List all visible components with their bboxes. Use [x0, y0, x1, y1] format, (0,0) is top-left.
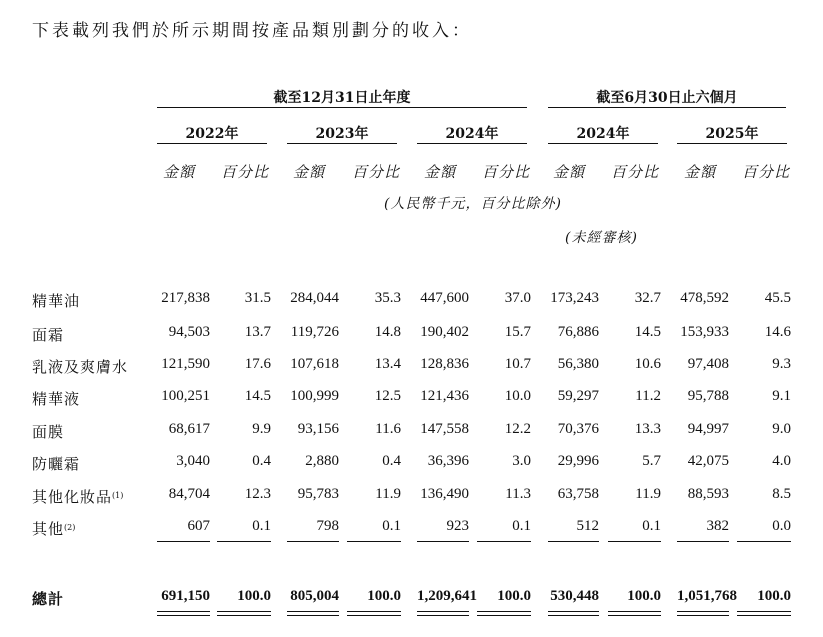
percent-cell: 35.3 — [374, 290, 401, 306]
subtotal-rule — [737, 541, 791, 542]
row-label — [32, 388, 80, 409]
percent-cell: 11.2 — [635, 388, 661, 404]
amount-cell: 29,996 — [557, 453, 599, 469]
total-double-rule — [548, 615, 599, 616]
amount-cell: 128,836 — [420, 356, 469, 372]
row-label — [32, 518, 75, 539]
amount-cell: 147,558 — [420, 421, 469, 437]
total-double-rule — [217, 615, 271, 616]
row-label-text: 乳液及爽膚水 — [32, 358, 129, 376]
total-double-rule — [287, 611, 339, 612]
table-row — [0, 324, 823, 344]
percent-cell: 9.1 — [772, 388, 791, 404]
percent-cell: 14.5 — [244, 388, 271, 404]
percent-cell: 37.0 — [504, 290, 531, 306]
amount-cell: 190,402 — [420, 324, 469, 340]
amount-cell: 607 — [187, 518, 210, 534]
percent-cell: 14.5 — [634, 324, 661, 340]
subtotal-rule — [548, 541, 599, 542]
total-row — [0, 588, 823, 608]
amount-cell: 284,044 — [290, 290, 339, 306]
total-double-rule — [677, 611, 729, 612]
subtotal-rule — [477, 541, 531, 542]
percent-cell: 10.6 — [634, 356, 661, 372]
amount-cell: 447,600 — [420, 290, 469, 306]
row-label — [32, 324, 64, 345]
footnote-marker: (2) — [64, 523, 76, 532]
col-amount-2022: 金額 — [163, 163, 196, 181]
table-row — [0, 421, 823, 441]
row-label — [32, 421, 64, 442]
amount-cell: 121,436 — [420, 388, 469, 404]
total-double-rule — [217, 611, 271, 612]
total-double-rule — [608, 615, 661, 616]
percent-cell: 12.3 — [244, 486, 271, 502]
table-row — [0, 388, 823, 408]
group-underline-six-months — [548, 107, 786, 108]
percent-cell: 13.3 — [634, 421, 661, 437]
amount-cell: 382 — [706, 518, 729, 534]
percent-cell: 0.1 — [642, 518, 661, 534]
total-double-rule — [157, 611, 210, 612]
percent-cell: 31.5 — [244, 290, 271, 306]
table-row — [0, 453, 823, 473]
amount-cell: 217,838 — [161, 290, 210, 306]
percent-cell: 45.5 — [764, 290, 791, 306]
year-header-2024-6m: 2024年 — [576, 126, 630, 142]
amount-cell: 3,040 — [176, 453, 210, 469]
subtotal-rule — [417, 541, 469, 542]
percent-cell: 0.1 — [382, 518, 401, 534]
row-label — [32, 290, 80, 311]
percent-cell: 9.3 — [772, 356, 791, 372]
amount-cell: 84,704 — [168, 486, 210, 502]
footnote-marker: (1) — [112, 491, 124, 500]
col-pct-2025: 百分比 — [742, 163, 791, 181]
amount-cell: 95,783 — [297, 486, 339, 502]
amount-cell: 153,933 — [680, 324, 729, 340]
percent-cell: 14.6 — [764, 324, 791, 340]
group-header-fiscal-year: 截至12月31日止年度 — [273, 90, 411, 106]
table-row — [0, 486, 823, 506]
subtotal-rule — [347, 541, 401, 542]
total-double-rule — [287, 615, 339, 616]
amount-cell: 121,590 — [161, 356, 210, 372]
amount-cell: 136,490 — [420, 486, 469, 502]
unit-note: (人民幣千元，百分比除外) — [384, 196, 562, 212]
percent-cell: 0.4 — [252, 453, 271, 469]
percent-cell: 0.0 — [772, 518, 791, 534]
amount-cell: 36,396 — [427, 453, 469, 469]
unaudited-note: (未經審核) — [565, 230, 638, 246]
total-double-rule — [477, 611, 531, 612]
row-label-text: 面膜 — [32, 423, 65, 441]
amount-cell: 59,297 — [557, 388, 599, 404]
subtotal-rule — [287, 541, 339, 542]
amount-cell: 95,788 — [687, 388, 729, 404]
group-underline-fiscal-year — [157, 107, 527, 108]
group-header-six-months: 截至6月30日止六個月 — [596, 90, 738, 106]
col-pct-2023: 百分比 — [352, 163, 401, 181]
amount-cell: 798 — [316, 518, 339, 534]
col-amount-2025: 金額 — [684, 163, 717, 181]
year-header-2025: 2025年 — [705, 126, 759, 142]
subtotal-rule — [677, 541, 729, 542]
percent-cell: 12.5 — [374, 388, 401, 404]
percent-cell: 11.9 — [375, 486, 401, 502]
percent-cell: 11.6 — [375, 421, 401, 437]
percent-cell: 14.8 — [374, 324, 401, 340]
amount-cell: 805,004 — [290, 588, 339, 604]
row-label — [32, 486, 123, 507]
percent-cell: 100.0 — [367, 588, 401, 604]
total-double-rule — [548, 611, 599, 612]
amount-cell: 923 — [446, 518, 469, 534]
percent-cell: 5.7 — [642, 453, 661, 469]
row-label-text: 防曬霜 — [32, 455, 81, 473]
total-double-rule — [477, 615, 531, 616]
year-header-2024-fy: 2024年 — [445, 126, 499, 142]
row-label-text: 精華油 — [32, 292, 81, 310]
amount-cell: 97,408 — [687, 356, 729, 372]
amount-cell: 173,243 — [550, 290, 599, 306]
amount-cell: 100,251 — [161, 388, 210, 404]
amount-cell: 530,448 — [550, 588, 599, 604]
year-underline-2023 — [287, 143, 397, 144]
intro-text: 下表載列我們於所示期間按產品類別劃分的收入： — [32, 21, 472, 41]
total-double-rule — [737, 615, 791, 616]
amount-cell: 63,758 — [557, 486, 599, 502]
percent-cell: 11.9 — [635, 486, 661, 502]
amount-cell: 94,997 — [687, 421, 729, 437]
amount-cell: 94,503 — [168, 324, 210, 340]
percent-cell: 100.0 — [237, 588, 271, 604]
total-double-rule — [417, 615, 469, 616]
amount-cell: 56,380 — [557, 356, 599, 372]
percent-cell: 100.0 — [627, 588, 661, 604]
col-amount-2024-fy: 金額 — [424, 163, 457, 181]
col-pct-2022: 百分比 — [221, 163, 270, 181]
amount-cell: 68,617 — [168, 421, 210, 437]
percent-cell: 11.3 — [505, 486, 531, 502]
subtotal-rule — [157, 541, 210, 542]
percent-cell: 3.0 — [512, 453, 531, 469]
row-label-text: 其他 — [32, 520, 65, 538]
row-label-text: 總計 — [32, 590, 65, 608]
amount-cell: 691,150 — [161, 588, 210, 604]
total-double-rule — [677, 615, 729, 616]
subtotal-rule — [608, 541, 661, 542]
amount-cell: 93,156 — [297, 421, 339, 437]
percent-cell: 10.0 — [504, 388, 531, 404]
amount-cell: 478,592 — [680, 290, 729, 306]
row-label-text: 面霜 — [32, 326, 65, 344]
percent-cell: 10.7 — [504, 356, 531, 372]
percent-cell: 15.7 — [504, 324, 531, 340]
amount-cell: 70,376 — [557, 421, 599, 437]
year-underline-2025 — [677, 143, 787, 144]
percent-cell: 100.0 — [497, 588, 531, 604]
amount-cell: 42,075 — [687, 453, 729, 469]
percent-cell: 4.0 — [772, 453, 791, 469]
year-underline-2024-6m — [548, 143, 658, 144]
percent-cell: 32.7 — [634, 290, 661, 306]
total-double-rule — [157, 615, 210, 616]
percent-cell: 100.0 — [757, 588, 791, 604]
percent-cell: 13.7 — [244, 324, 271, 340]
col-pct-2024-6m: 百分比 — [611, 163, 660, 181]
total-double-rule — [737, 611, 791, 612]
amount-cell: 107,618 — [290, 356, 339, 372]
amount-cell: 1,051,768 — [677, 588, 737, 604]
amount-cell: 1,209,641 — [417, 588, 477, 604]
total-double-rule — [417, 611, 469, 612]
year-header-2023: 2023年 — [315, 126, 369, 142]
percent-cell: 17.6 — [244, 356, 271, 372]
col-pct-2024-fy: 百分比 — [482, 163, 531, 181]
percent-cell: 13.4 — [374, 356, 401, 372]
total-double-rule — [347, 611, 401, 612]
row-label — [32, 356, 128, 377]
amount-cell: 76,886 — [557, 324, 599, 340]
table-row — [0, 518, 823, 538]
year-header-2022: 2022年 — [185, 126, 239, 142]
subtotal-rule — [217, 541, 271, 542]
total-double-rule — [347, 615, 401, 616]
row-label — [32, 453, 80, 474]
table-row — [0, 356, 823, 376]
year-underline-2024-fy — [417, 143, 527, 144]
amount-cell: 512 — [576, 518, 599, 534]
row-label-text: 精華液 — [32, 390, 81, 408]
col-amount-2024-6m: 金額 — [553, 163, 586, 181]
percent-cell: 0.1 — [252, 518, 271, 534]
row-label — [32, 588, 64, 609]
amount-cell: 119,726 — [290, 324, 339, 340]
amount-cell: 88,593 — [687, 486, 729, 502]
row-label-text: 其他化妝品 — [32, 488, 113, 506]
percent-cell: 0.4 — [382, 453, 401, 469]
year-underline-2022 — [157, 143, 267, 144]
table-row — [0, 290, 823, 310]
percent-cell: 9.9 — [252, 421, 271, 437]
percent-cell: 0.1 — [512, 518, 531, 534]
total-double-rule — [608, 611, 661, 612]
percent-cell: 12.2 — [504, 421, 531, 437]
amount-cell: 100,999 — [290, 388, 339, 404]
percent-cell: 8.5 — [772, 486, 791, 502]
amount-cell: 2,880 — [305, 453, 339, 469]
col-amount-2023: 金額 — [293, 163, 326, 181]
percent-cell: 9.0 — [772, 421, 791, 437]
